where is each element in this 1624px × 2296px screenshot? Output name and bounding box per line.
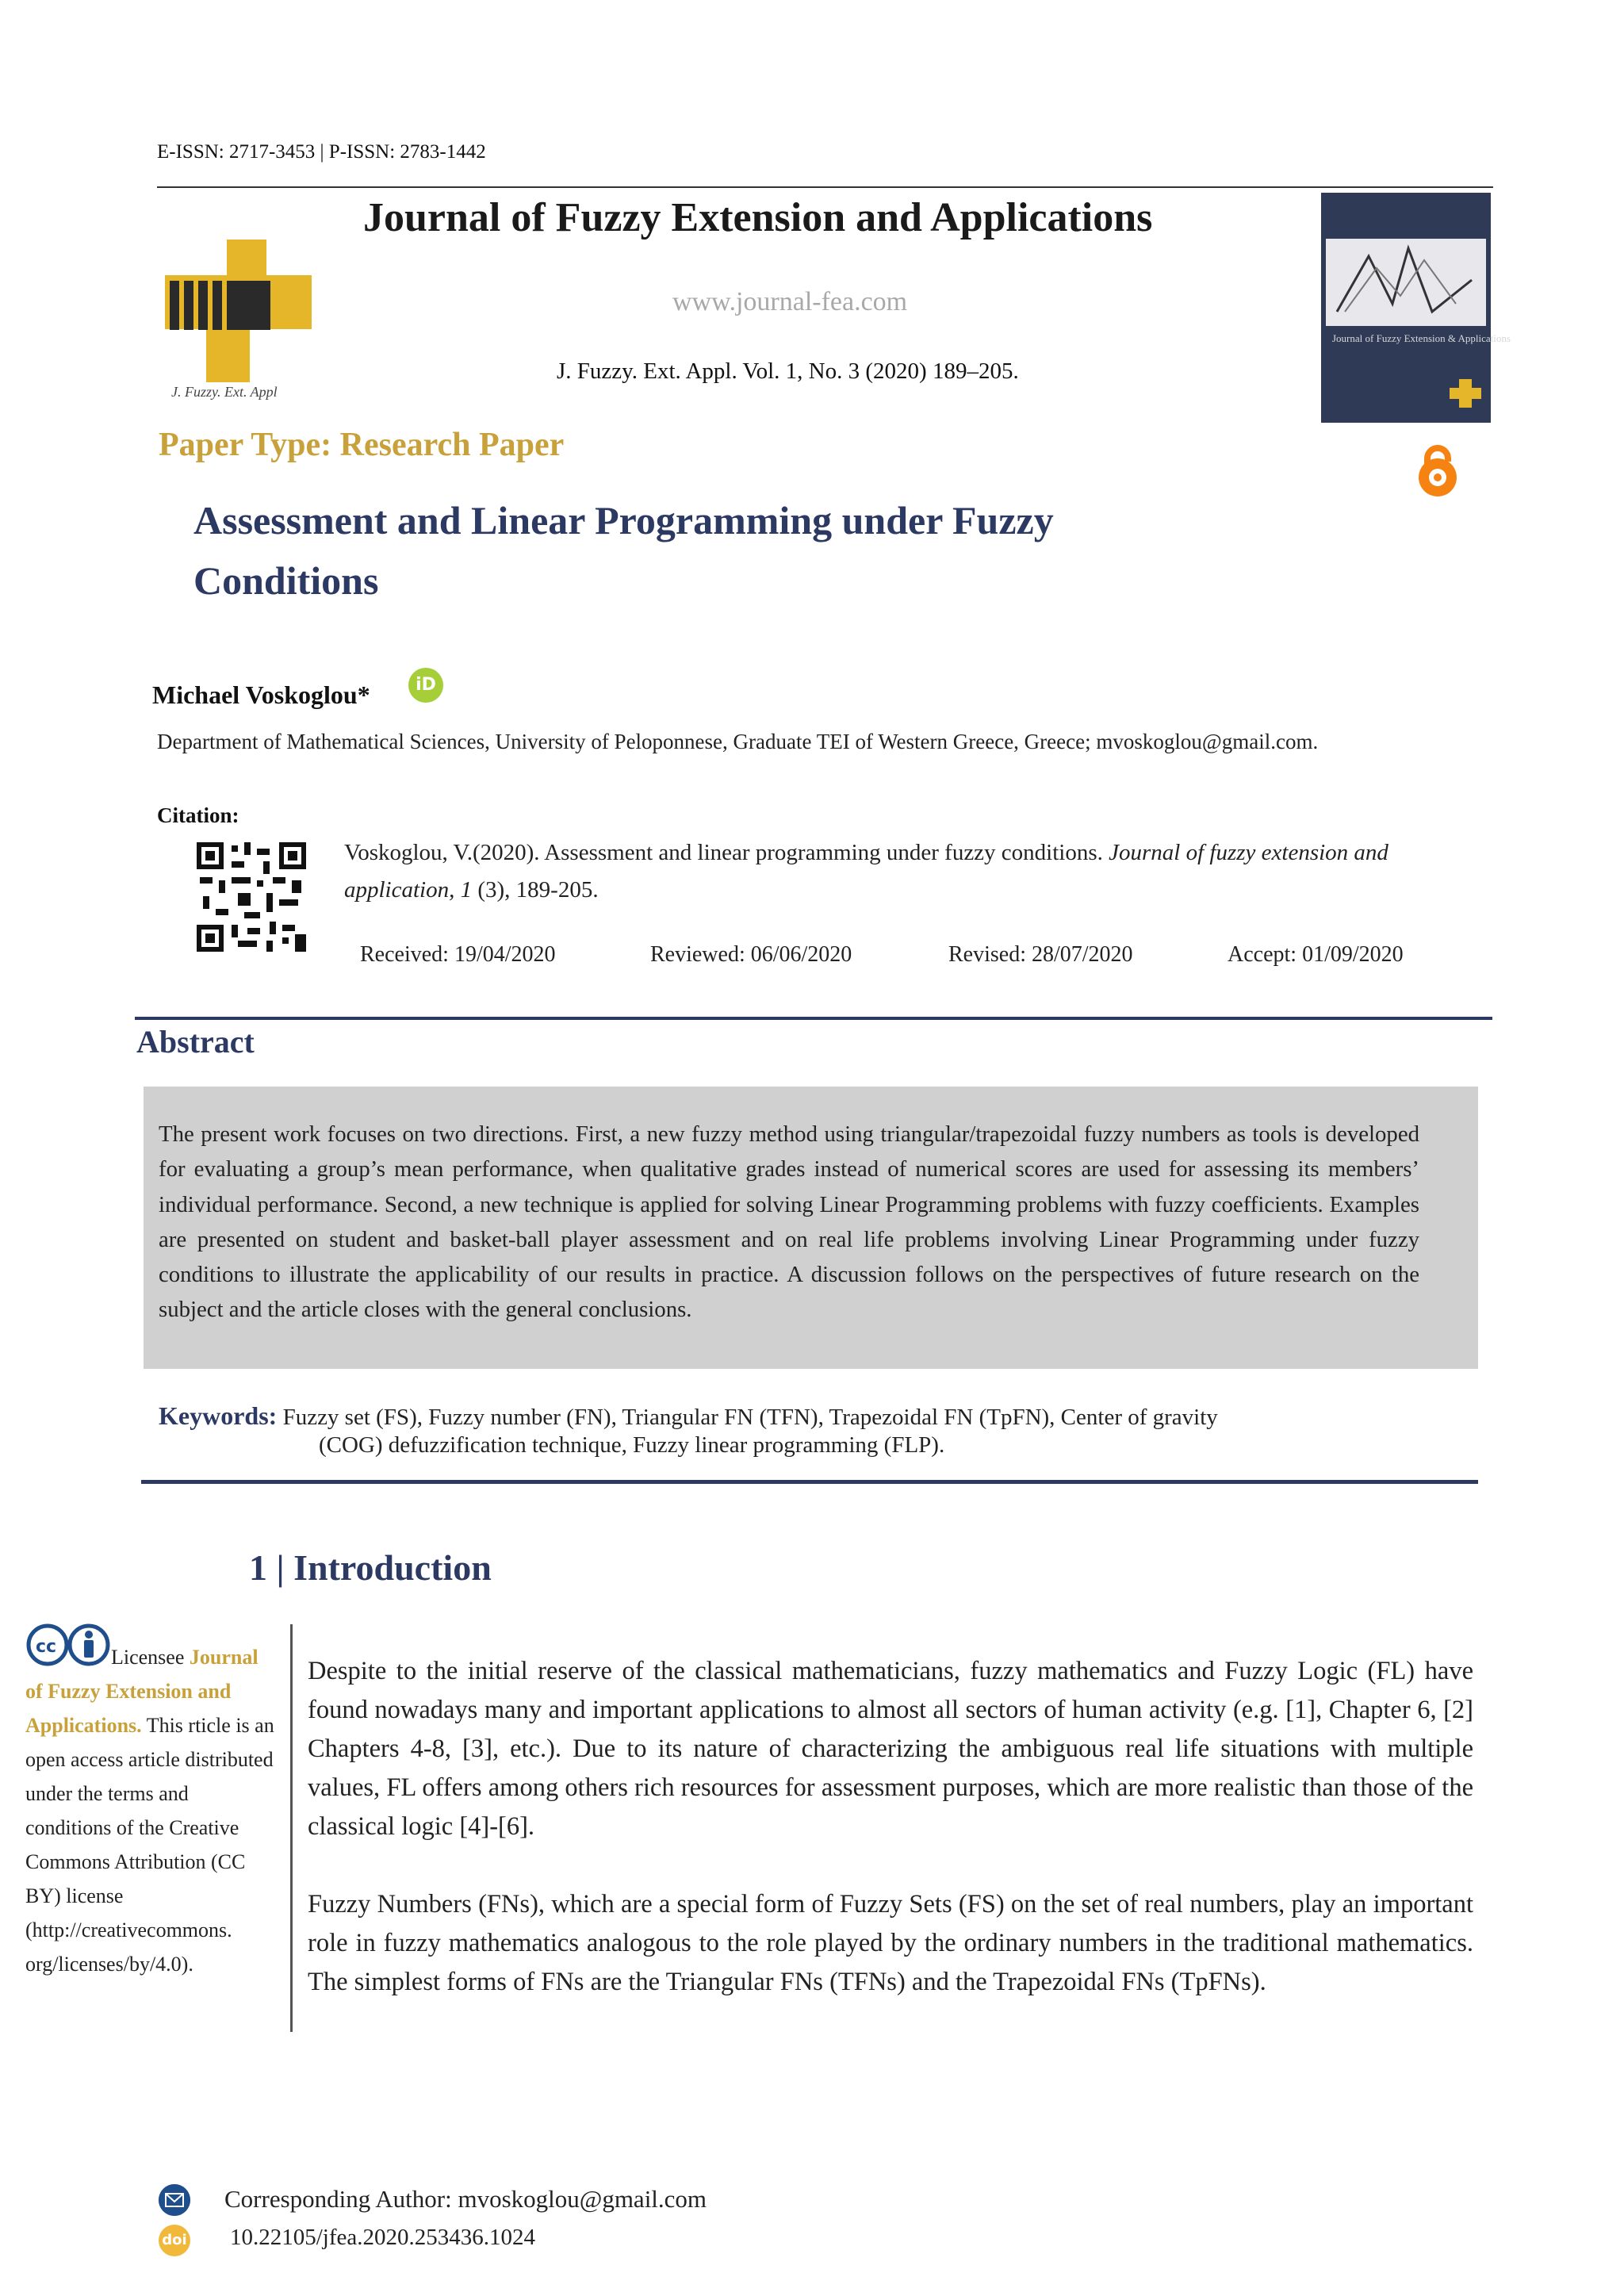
qr-code-image [197, 842, 306, 952]
sidebar-divider [290, 1624, 293, 2032]
keywords-line1: Fuzzy set (FS), Fuzzy number (FN), Triangular FN (TFN), Trapezoidal FN (TpFN), Center of gravity [282, 1405, 1218, 1430]
corresponding-author[interactable]: Corresponding Author: mvoskoglou@gmail.com [224, 2185, 707, 2213]
citation-journal: Journal of fuzzy extension and application, 1 [344, 840, 1388, 903]
date-accept: Accept: 01/09/2020 [1228, 942, 1404, 967]
keywords [159, 1400, 1411, 1433]
license-prefix: Licensee [111, 1646, 185, 1669]
citation-label: Citation: [157, 803, 239, 827]
cover-title: Journal of Fuzzy Extension & Applications [1332, 332, 1511, 344]
journal-logo [165, 240, 316, 402]
orcid-icon[interactable]: iD [408, 668, 443, 703]
journal-cover-image [1321, 193, 1511, 423]
author-affiliation: Department of Mathematical Sciences, University of Peloponnese, Graduate TEI of Western Greece, Greece; mvoskoglou@gmail.com. [157, 730, 1319, 753]
abstract-heading: Abstract [136, 1024, 255, 1060]
paper-type: Paper Type: Research Paper [159, 427, 565, 463]
open-access-icon [1410, 444, 1465, 500]
keywords-divider [141, 1480, 1478, 1484]
svg-text:cc: cc [36, 1637, 57, 1657]
intro-paragraph-2: Fuzzy Numbers (FNs), which are a special form of Fuzzy Sets (FS) on the set of real numbers, play an important role in fuzzy mathematics analogous to the role played by the ordinary numbers in the traditional mathematics. The simplest forms of FNs are the Triangular FNs (TFNs) and the Trapezoidal FNs (TpFNs). [308, 1890, 1473, 1996]
date-revised: Revised: 28/07/2020 [948, 942, 1133, 967]
mail-icon [159, 2184, 190, 2216]
abstract-text: The present work focuses on two directions. First, a new fuzzy method using triangular/trapezoidal fuzzy numbers as tools is developed for evaluating a group’s mean performance, when qualitative grades instead of numerical scores are used for assessing its members’ individual performance. Second, a new technique is applied for solving Linear Programming problems with fuzzy coefficients. Examples are presented on student and basket-ball player assessment and on real life problems involving Linear Programming under fuzzy conditions to illustrate the applicability of our results in practice. A discussion follows on the perspectives of future research on the subject and the article closes with the general conclusions. [159, 1121, 1419, 1323]
license-sidebar [25, 1640, 279, 1981]
doi-icon: doi [159, 2225, 190, 2256]
section-heading-introduction: 1 | Introduction [249, 1547, 492, 1588]
date-reviewed: Reviewed: 06/06/2020 [650, 942, 852, 967]
article-title-line1: Assessment and Linear Programming under Fuzzy [193, 498, 1054, 542]
journal-reference: J. Fuzzy. Ext. Appl. Vol. 1, No. 3 (2020) 189–205. [557, 358, 1019, 384]
citation-tail: (3), 189-205. [477, 877, 599, 903]
journal-title: Journal of Fuzzy Extension and Applications [363, 195, 1153, 240]
header-divider [157, 186, 1493, 188]
citation-plain: Voskoglou, V.(2020). Assessment and linear programming under fuzzy conditions. [344, 840, 1103, 865]
keywords-label: Keywords: [159, 1401, 278, 1430]
author-name: Michael Voskoglou* [152, 680, 370, 709]
issn-line: E-ISSN: 2717-3453 | P-ISSN: 2783-1442 [157, 141, 486, 163]
article-title-line2: Conditions [193, 558, 379, 603]
license-body: This rticle is an open access article distributed under the terms and conditions of the Creative Commons Attribution (CC BY) license (http://creativecommons. org/licenses/by/4.0). [25, 1714, 274, 1976]
license-journal[interactable]: Journal of Fuzzy Extension and Applications. [25, 1646, 259, 1737]
journal-url[interactable]: www.journal-fea.com [672, 287, 908, 316]
intro-paragraph-1: Despite to the initial reserve of the classical mathematicians, fuzzy mathematics and Fuzzy Logic (FL) have found nowadays many and important applications to almost all sectors of human activity (e.g. [1], Chapter 6, [2] Chapters 4-8, [3], etc.). Due to its nature of characterizing the ambiguous real life situations with multiple values, FL offers among others rich resources for assessment purposes, which are more realistic than those of the classical logic [4]-[6]. [308, 1657, 1473, 1841]
logo-caption: J. Fuzzy. Ext. Appl [171, 384, 278, 400]
citation-text [344, 834, 1486, 909]
abstract-divider [135, 1017, 1492, 1020]
date-received: Received: 19/04/2020 [360, 942, 556, 967]
keywords-line2: (COG) defuzzification technique, Fuzzy linear programming (FLP). [319, 1432, 945, 1458]
doi-link[interactable]: 10.22105/jfea.2020.253436.1024 [230, 2225, 536, 2250]
article-title [193, 490, 1264, 611]
